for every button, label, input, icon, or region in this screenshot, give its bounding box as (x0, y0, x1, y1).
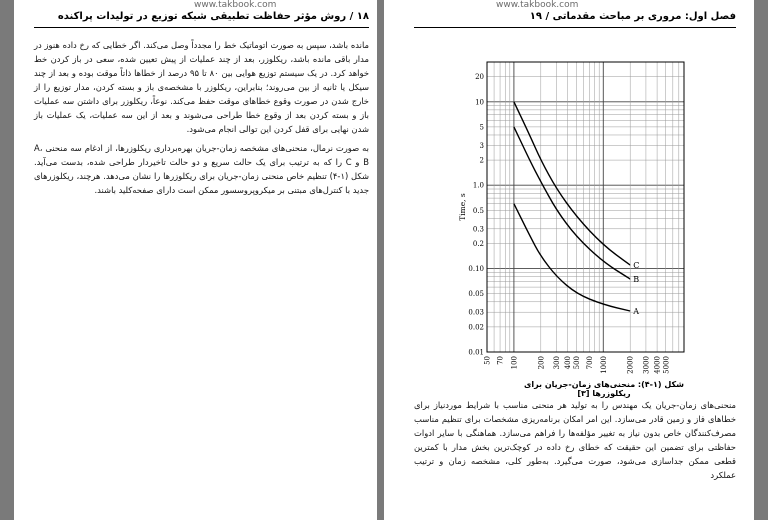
time-current-chart (384, 50, 754, 395)
left-page-header (34, 11, 369, 28)
x-tick-label: 5000 (662, 356, 671, 374)
curve-a (514, 204, 630, 311)
y-tick-label: 3 (479, 141, 484, 150)
right-header-title (530, 11, 736, 22)
left-body-text (34, 38, 369, 202)
y-tick-label: 20 (475, 73, 484, 82)
x-tick-label: 700 (585, 356, 594, 370)
left-header-title: ۱۸ / روش مؤثر حفاظت تطبیقی شبکه توزیع در تولیدات پراکنده (57, 11, 369, 22)
watermark: www.takbook.com (496, 0, 579, 10)
chart-svg (384, 50, 754, 380)
y-tick-label: 0.02 (468, 323, 484, 332)
x-tick-label: 4000 (653, 356, 662, 374)
x-tick-label: 200 (537, 356, 546, 370)
x-tick-label: 400 (564, 356, 573, 370)
right-body-text (414, 398, 736, 487)
x-tick-label: 1000 (599, 356, 608, 374)
y-tick-label: 0.03 (468, 308, 484, 317)
y-tick-label: 0.2 (472, 239, 484, 248)
left-paragraph-2: به صورت نرمال، منحنی‌های مشخصه زمان-جریان بهره‌برداری ریکلوزرها، از ادغام سه منحنی A، B و C را که به ترتیب برای یک حالت سریع و دو حالت تاخیردار طراحی شده، بدست می‌آید. شکل (۱-۴) تنظیم خاص منحنی زمان-جریان برای ریکلوزرها را نشان می‌دهد. هرچند، ریکلوزرهای جدید با کنترل‌های مبتنی بر میکروپروسسور ممکن است دارای صفحه‌کلید باشند. (34, 143, 369, 195)
y-tick-label: 0.10 (468, 265, 484, 274)
right-paragraph-1: منحنی‌های زمان-جریان یک مهندس را به تولید هر منحنی مناسب با شرایط موردنیاز برای خطاهای فاز و زمین قادر می‌سازد. این امر امکان برنامه‌ریزی مشخصات برای تنظیم مناسب مصرف‌کنندگان خاص بدون نیاز به تغییر مؤلفه‌ها را فراهم می‌سازد. هماهنگی با سایر ادوات حفاظتی برای تضمین این حقیقت که خطای رخ داده در کوچک‌ترین بخش مدار با کمترین قطعی ممکن جداسازی می‌شود، صورت می‌گیرد. به‌طور کلی، مشخصه زمان و ترتیب عملکرد (414, 400, 736, 480)
curve-label-c: C (633, 261, 640, 271)
y-tick-label: 2 (479, 156, 484, 165)
curve-label-b: B (633, 275, 640, 285)
curve-label-a: A (633, 307, 639, 317)
watermark: www.takbook.com (194, 0, 277, 10)
x-tick-label: 300 (553, 356, 562, 370)
y-tick-label: 1.0 (472, 181, 484, 190)
y-tick-label: 0.05 (468, 290, 484, 299)
left-page (14, 0, 377, 520)
y-tick-label: 0.01 (468, 348, 484, 357)
y-tick-label: 10 (475, 98, 484, 107)
x-tick-label: 100 (510, 356, 519, 370)
right-page-header (414, 11, 736, 28)
x-tick-label: 2000 (626, 356, 635, 374)
y-tick-label: 0.5 (472, 206, 484, 215)
y-axis-label: Time, s (458, 193, 467, 221)
curve-b (514, 127, 630, 279)
y-tick-label: 5 (479, 123, 484, 132)
curve-c (514, 102, 630, 265)
x-tick-label: 50 (483, 356, 492, 365)
x-tick-label: 70 (496, 356, 505, 365)
x-tick-label: 500 (572, 356, 581, 370)
header-separator: / (541, 11, 550, 22)
right-header-text: فصل اول: مروری بر مباحث مقدماتی (552, 11, 736, 22)
left-paragraph-1: مانده باشد، سپس به صورت اتوماتیک خط را مجدداً وصل می‌کند. اگر خطایی که رخ داده هنوز در مدار باقی مانده باشد، ریکلوزر، بعد از چند عملیات از پیش تعیین شده، سعی در باز کردن خط خواهد کرد. در یک سیستم توزیع هوایی بین ۸۰ تا ۹۵ درصد از خطاها ذاتاً موقت بوده و بعد از چند سیکل یا ثانیه از بین می‌روند؛ بنابراین، ریکلوزر با مشخصه‌ی باز و بسته کردن، مدار توزیع را از خارج شدن در صورت وقوع خطاهای موقت حفظ می‌کند. نوعاً، ریکلوزر برای داشتن سه عملیات باز و بسته کردن بعد از وقوع خطا طراحی می‌شوند و بعد از این سه عملیات، یک عملیات باز شدن نهایی برای قفل کردن این توالی انجام می‌شود. (34, 40, 369, 134)
right-page-number: ۱۹ (529, 11, 542, 22)
right-page (384, 0, 754, 520)
y-tick-label: 0.3 (472, 225, 484, 234)
x-tick-label: 3000 (642, 356, 651, 374)
figure-caption: شکل (۱-۴): منحنی‌های زمان-جریان برای ریکلوزرها [۳] (524, 380, 684, 398)
